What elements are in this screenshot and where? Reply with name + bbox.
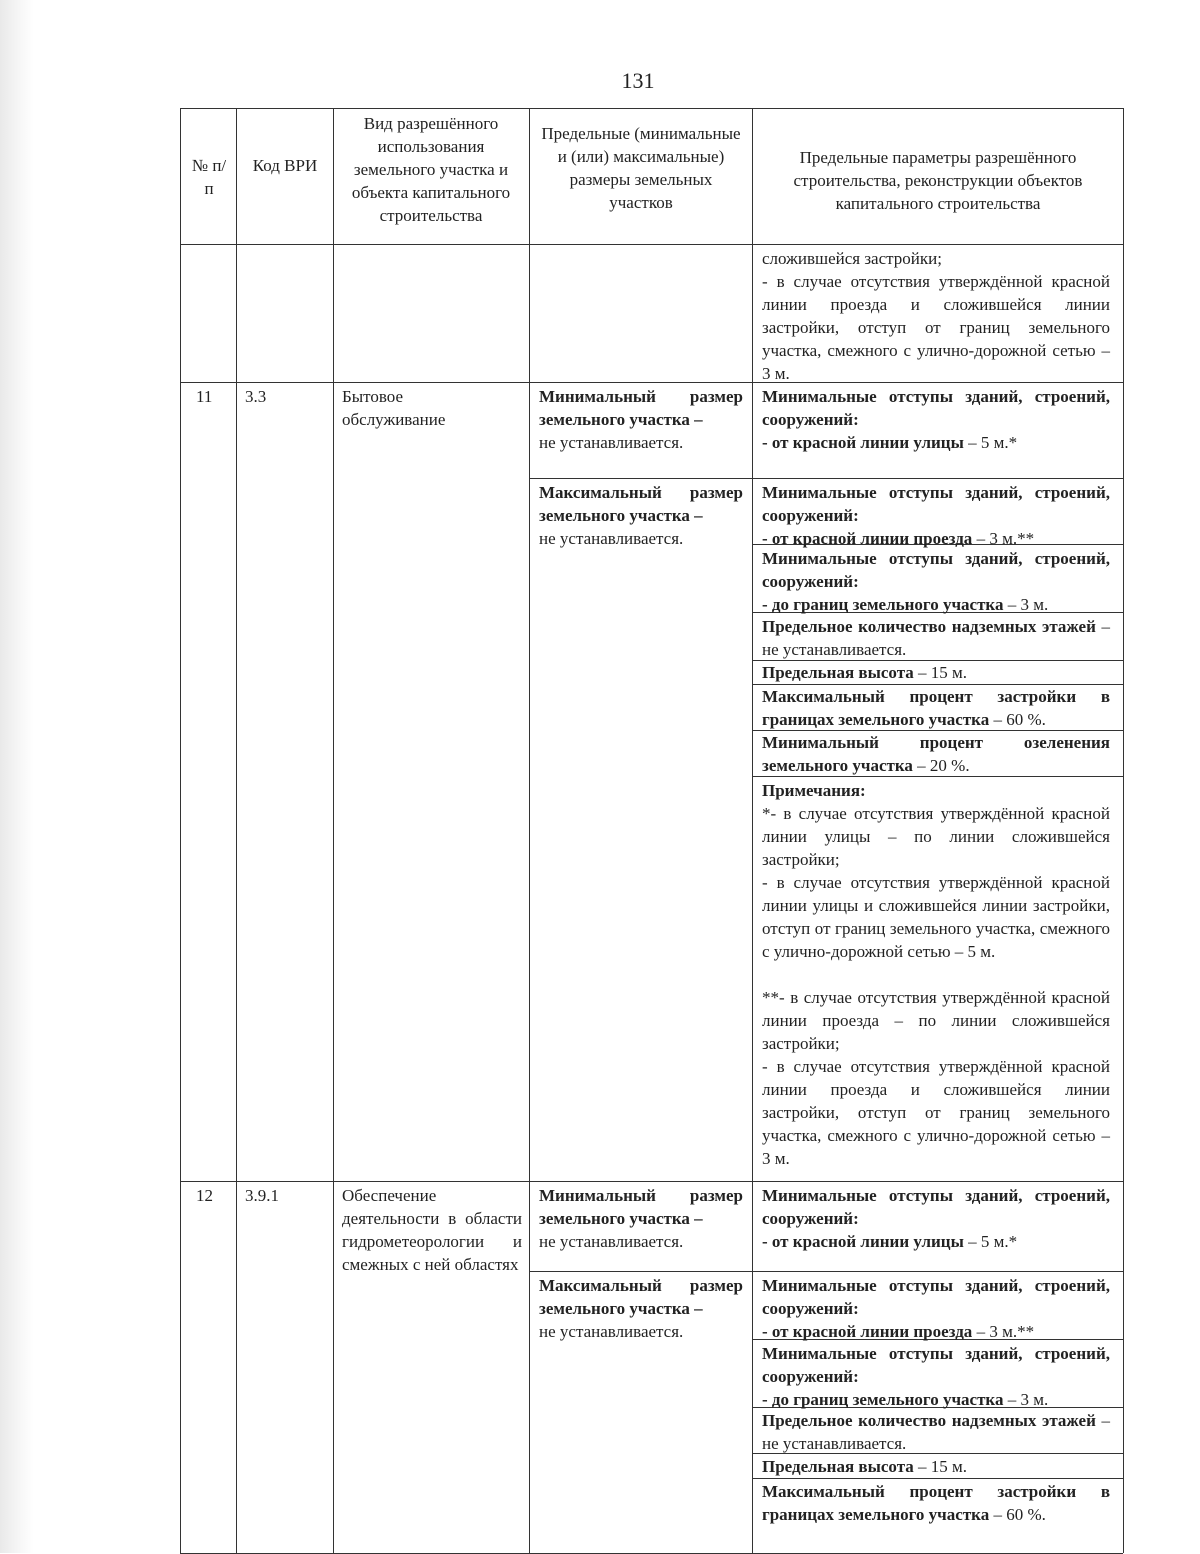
row12-param-2 bbox=[762, 1274, 1110, 1343]
table-right-border bbox=[1123, 108, 1124, 1553]
row12-num: 12 bbox=[196, 1186, 213, 1205]
row12-size-divider bbox=[529, 1271, 1123, 1272]
row12-param-3-label: Минимальные отступы зданий, строений, сооружений: bbox=[762, 1344, 1110, 1386]
row12-param-1-value: – 5 м.* bbox=[963, 1232, 1018, 1251]
row12-params-divider-4 bbox=[752, 1478, 1123, 1479]
row11-notes bbox=[762, 779, 1110, 1170]
row12-min-size-value: не устанавливается. bbox=[539, 1232, 684, 1251]
page-number: 131 bbox=[621, 68, 655, 93]
row11-param-7-value: – 20 %. bbox=[912, 756, 970, 775]
header-kind: Вид разрешённого использования земельного участка и объекта капитального строительства bbox=[351, 114, 511, 225]
row12-min-size-label: Минимальный размер земельного участка – bbox=[539, 1186, 743, 1228]
header-size: Предельные (минимальные и (или) максимальные) размеры земельных участков bbox=[541, 124, 741, 212]
row11-param-5-value: – 15 м. bbox=[913, 663, 968, 682]
row11-param-7 bbox=[762, 731, 1110, 777]
row12-param-2-subject: - от красной линии проезда bbox=[762, 1322, 973, 1341]
row11-param-5 bbox=[762, 661, 1110, 684]
row11-param-1-value: – 5 м.* bbox=[963, 433, 1018, 452]
row11-param-6-value: – 60 %. bbox=[989, 710, 1046, 729]
row12-param-5-label: Предельная высота bbox=[762, 1457, 914, 1476]
row11-size-divider bbox=[529, 478, 1123, 479]
row12-param-2-label: Минимальные отступы зданий, строений, сооружений: bbox=[762, 1276, 1110, 1318]
row11-param-6 bbox=[762, 685, 1110, 731]
row12-param-4-value: – не устанавливается. bbox=[762, 1411, 1111, 1453]
continuation-notes bbox=[762, 247, 1110, 385]
header-params: Предельные параметры разрешённого строительства, реконструкции объектов капитального строительства bbox=[793, 148, 1083, 213]
row11-note-3: **- в случае отсутствия утверждённой красной линии проезда – по линии сложившейся застройки; bbox=[762, 988, 1110, 1053]
row12-param-1-subject: - от красной линии улицы bbox=[762, 1232, 964, 1251]
row12-param-1-label: Минимальные отступы зданий, строений, сооружений: bbox=[762, 1186, 1110, 1228]
header-num: № п/п bbox=[191, 156, 227, 198]
row11-param-4 bbox=[762, 615, 1110, 661]
table-left-border bbox=[180, 108, 181, 1553]
row12-max-size-value: не устанавливается. bbox=[539, 1322, 684, 1341]
table-top-border bbox=[180, 108, 1123, 109]
col-divider-1 bbox=[236, 108, 237, 1553]
row11-param-4-value: – не устанавливается. bbox=[762, 617, 1111, 659]
row11-param-4-label: Предельное количество надземных этажей bbox=[762, 617, 1096, 636]
row12-param-5 bbox=[762, 1455, 1110, 1478]
row12-code: 3.9.1 bbox=[245, 1186, 279, 1205]
continuation-line-2: - в случае отсутствия утверждённой красной линии проезда и сложившейся линии застройки, отступ от границ земельного участка, смежного с улично-дорожной сетью – 3 м. bbox=[762, 272, 1110, 383]
row12-max-size bbox=[539, 1274, 743, 1343]
header-bottom-border bbox=[180, 244, 1123, 245]
row12-param-1 bbox=[762, 1184, 1110, 1253]
row11-max-size-label: Максимальный размер земельного участка – bbox=[539, 483, 743, 525]
row12-param-3-subject: - до границ земельного участка bbox=[762, 1390, 1004, 1409]
row11-note-4: - в случае отсутствия утверждённой красной линии проезда и сложившейся линии застройки, отступ от границ земельного участка, смежного с улично-дорожной сетью – 3 м. bbox=[762, 1057, 1110, 1168]
row11-code: 3.3 bbox=[245, 387, 267, 406]
row12-min-size bbox=[539, 1184, 743, 1253]
row11-param-2-label: Минимальные отступы зданий, строений, сооружений: bbox=[762, 483, 1110, 525]
row12-param-6-label: Максимальный процент застройки в границах земельного участка bbox=[762, 1482, 1110, 1524]
row12-param-2-value: – 3 м.** bbox=[972, 1322, 1035, 1341]
row11-max-size-value: не устанавливается. bbox=[539, 529, 684, 548]
row11-notes-title: Примечания: bbox=[762, 781, 866, 800]
header-code: Код ВРИ bbox=[252, 156, 318, 175]
row11-note-1: *- в случае отсутствия утверждённой красной линии улицы – по линии сложившейся застройки; bbox=[762, 804, 1110, 869]
scan-edge bbox=[0, 0, 34, 1553]
row11-param-3-label: Минимальные отступы зданий, строений, сооружений: bbox=[762, 549, 1110, 591]
row11-kind: Бытовое обслуживание bbox=[342, 387, 446, 429]
row12-top-border bbox=[180, 1181, 1123, 1182]
row11-param-5-label: Предельная высота bbox=[762, 663, 914, 682]
col-divider-3 bbox=[529, 108, 530, 1553]
col-divider-2 bbox=[333, 108, 334, 1553]
row11-max-size bbox=[539, 481, 743, 550]
row11-param-2 bbox=[762, 481, 1110, 550]
row11-param-6-label: Максимальный процент застройки в границах земельного участка bbox=[762, 687, 1110, 729]
continuation-line-1: сложившейся застройки; bbox=[762, 249, 942, 268]
row11-param-7-label: Минимальный процент озеленения земельного участка bbox=[762, 733, 1110, 775]
row11-param-1 bbox=[762, 385, 1110, 454]
row11-param-3-subject: - до границ земельного участка bbox=[762, 595, 1004, 614]
row11-param-2-value: – 3 м.** bbox=[972, 529, 1035, 548]
row12-param-3 bbox=[762, 1342, 1110, 1411]
row11-notes-gap bbox=[762, 963, 1110, 986]
row11-param-1-subject: - от красной линии улицы bbox=[762, 433, 964, 452]
row12-param-4-label: Предельное количество надземных этажей bbox=[762, 1411, 1096, 1430]
row11-param-3 bbox=[762, 547, 1110, 616]
row11-min-size-label: Минимальный размер земельного участка – bbox=[539, 387, 743, 429]
row12-param-6-value: – 60 %. bbox=[989, 1505, 1046, 1524]
row12-kind: Обеспечение деятельности в области гидрометеорологии и смежных с ней областях bbox=[342, 1186, 522, 1274]
row12-param-4 bbox=[762, 1409, 1110, 1455]
row12-param-3-value: – 3 м. bbox=[1003, 1390, 1049, 1409]
row12-param-6 bbox=[762, 1480, 1110, 1526]
row11-min-size-value: не устанавливается. bbox=[539, 433, 684, 452]
col-divider-4 bbox=[752, 108, 753, 1553]
row11-param-1-label: Минимальные отступы зданий, строений, сооружений: bbox=[762, 387, 1110, 429]
row11-num: 11 bbox=[196, 387, 213, 406]
row12-max-size-label: Максимальный размер земельного участка – bbox=[539, 1276, 743, 1318]
row11-note-2: - в случае отсутствия утверждённой красной линии улицы и сложившейся линии застройки, отступ от границ земельного участка, смежного с улично-дорожной сетью – 5 м. bbox=[762, 873, 1110, 961]
row11-param-2-subject: - от красной линии проезда bbox=[762, 529, 973, 548]
row11-min-size bbox=[539, 385, 743, 454]
row12-param-5-value: – 15 м. bbox=[913, 1457, 968, 1476]
row11-param-3-value: – 3 м. bbox=[1003, 595, 1049, 614]
